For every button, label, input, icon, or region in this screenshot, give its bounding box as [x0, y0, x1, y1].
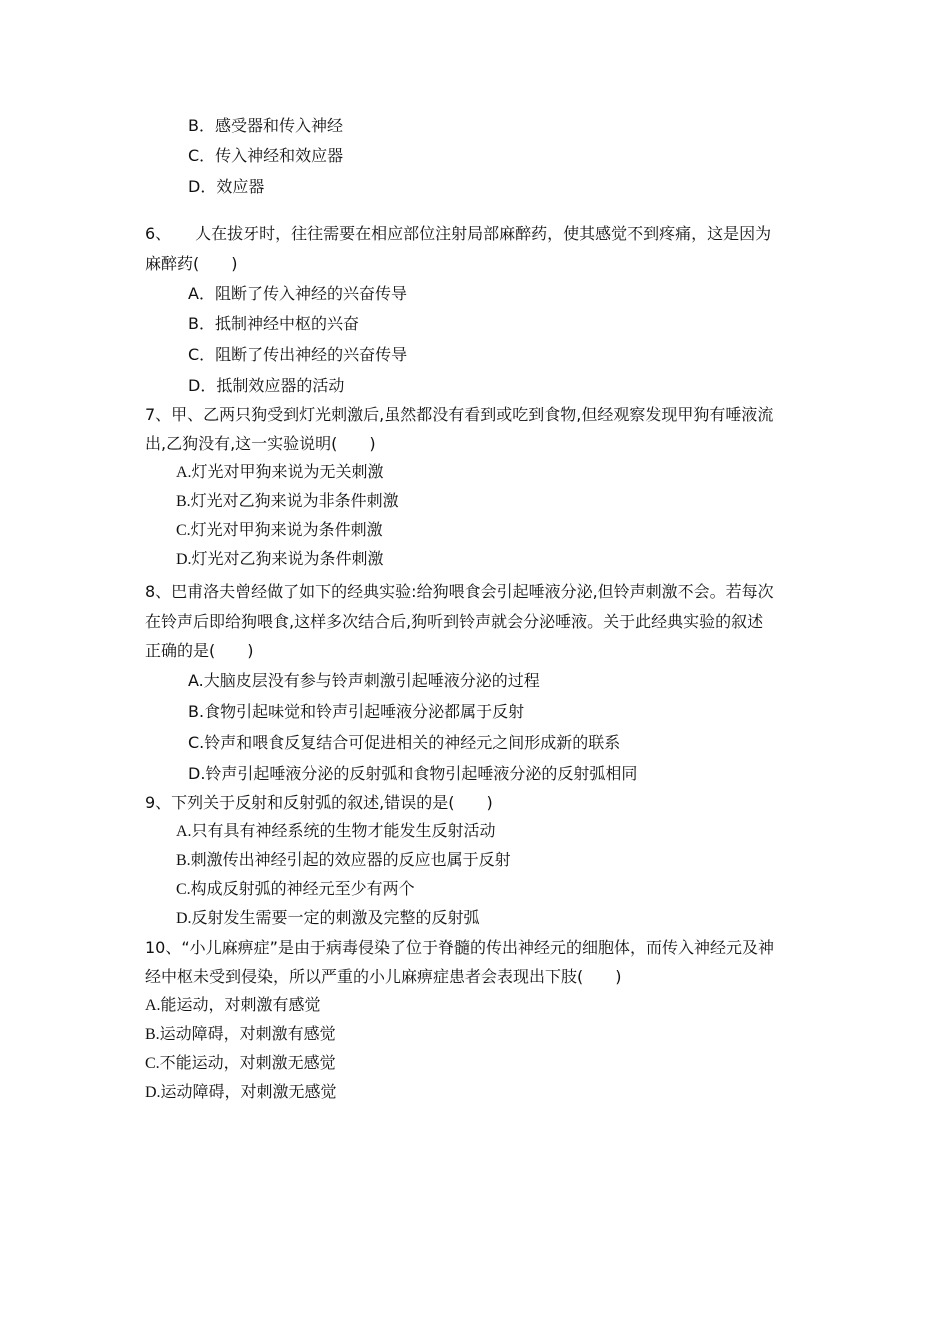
q7-stem-line1: 7、甲、乙两只狗受到灯光刺激后,虽然都没有看到或吃到食物,但经观察发现甲狗有唾液流	[145, 405, 774, 424]
q6-option-a: A．阻断了传入神经的兴奋传导	[188, 284, 407, 303]
q6-stem-line2: 麻醉药( )	[145, 254, 238, 273]
q10-option-d: D.运动障碍，对刺激无感觉	[145, 1084, 337, 1101]
q7-option-b: B.灯光对乙狗来说为非条件刺激	[176, 493, 399, 510]
q9-stem: 9、下列关于反射和反射弧的叙述,错误的是( )	[145, 793, 493, 812]
q8-stem-line3: 正确的是( )	[145, 641, 254, 660]
q10-stem-line2: 经中枢未受到侵染，所以严重的小儿麻痹症患者会表现出下肢( )	[145, 967, 622, 986]
q6-option-d: D．抵制效应器的活动	[188, 376, 345, 395]
q5-option-b: B．感受器和传入神经	[188, 116, 343, 135]
q8-stem-line1: 8、巴甫洛夫曾经做了如下的经典实验:给狗喂食会引起唾液分泌,但铃声刺激不会。若每次	[145, 582, 774, 601]
q7-option-a: A.灯光对甲狗来说为无关刺激	[176, 464, 384, 481]
q6-option-b: B．抵制神经中枢的兴奋	[188, 314, 359, 333]
q8-option-c: C.铃声和喂食反复结合可促进相关的神经元之间形成新的联系	[188, 733, 621, 752]
q9-option-c: C.构成反射弧的神经元至少有两个	[176, 881, 415, 898]
q8-stem-line2: 在铃声后即给狗喂食,这样多次结合后,狗听到铃声就会分泌唾液。关于此经典实验的叙述	[145, 612, 764, 631]
q9-option-b: B.刺激传出神经引起的效应器的反应也属于反射	[176, 852, 511, 869]
q10-option-c: C.不能运动，对刺激无感觉	[145, 1055, 336, 1072]
q7-option-c: C.灯光对甲狗来说为条件刺激	[176, 522, 383, 539]
q10-stem-line1: 10、“小儿麻痹症”是由于病毒侵染了位于脊髓的传出神经元的细胞体，而传入神经元及神	[145, 938, 774, 957]
q8-option-d: D.铃声引起唾液分泌的反射弧和食物引起唾液分泌的反射弧相同	[188, 764, 638, 783]
q7-option-d: D.灯光对乙狗来说为条件刺激	[176, 551, 384, 568]
q9-option-a: A.只有具有神经系统的生物才能发生反射活动	[176, 823, 496, 840]
q7-stem-line2: 出,乙狗没有,这一实验说明( )	[145, 434, 376, 453]
q5-option-d: D．效应器	[188, 177, 265, 196]
q5-option-c: C．传入神经和效应器	[188, 146, 344, 165]
q6-option-c: C．阻断了传出神经的兴奋传导	[188, 345, 408, 364]
q9-option-d: D.反射发生需要一定的刺激及完整的反射弧	[176, 910, 480, 927]
q8-option-b: B.食物引起味觉和铃声引起唾液分泌都属于反射	[188, 702, 525, 721]
q8-option-a: A.大脑皮层没有参与铃声刺激引起唾液分泌的过程	[188, 671, 540, 690]
q6-stem-line1: 6、 人在拔牙时，往往需要在相应部位注射局部麻醉药，使其感觉不到疼痛，这是因为	[145, 224, 772, 243]
q10-option-a: A.能运动，对刺激有感觉	[145, 997, 321, 1014]
q10-option-b: B.运动障碍，对刺激有感觉	[145, 1026, 336, 1043]
